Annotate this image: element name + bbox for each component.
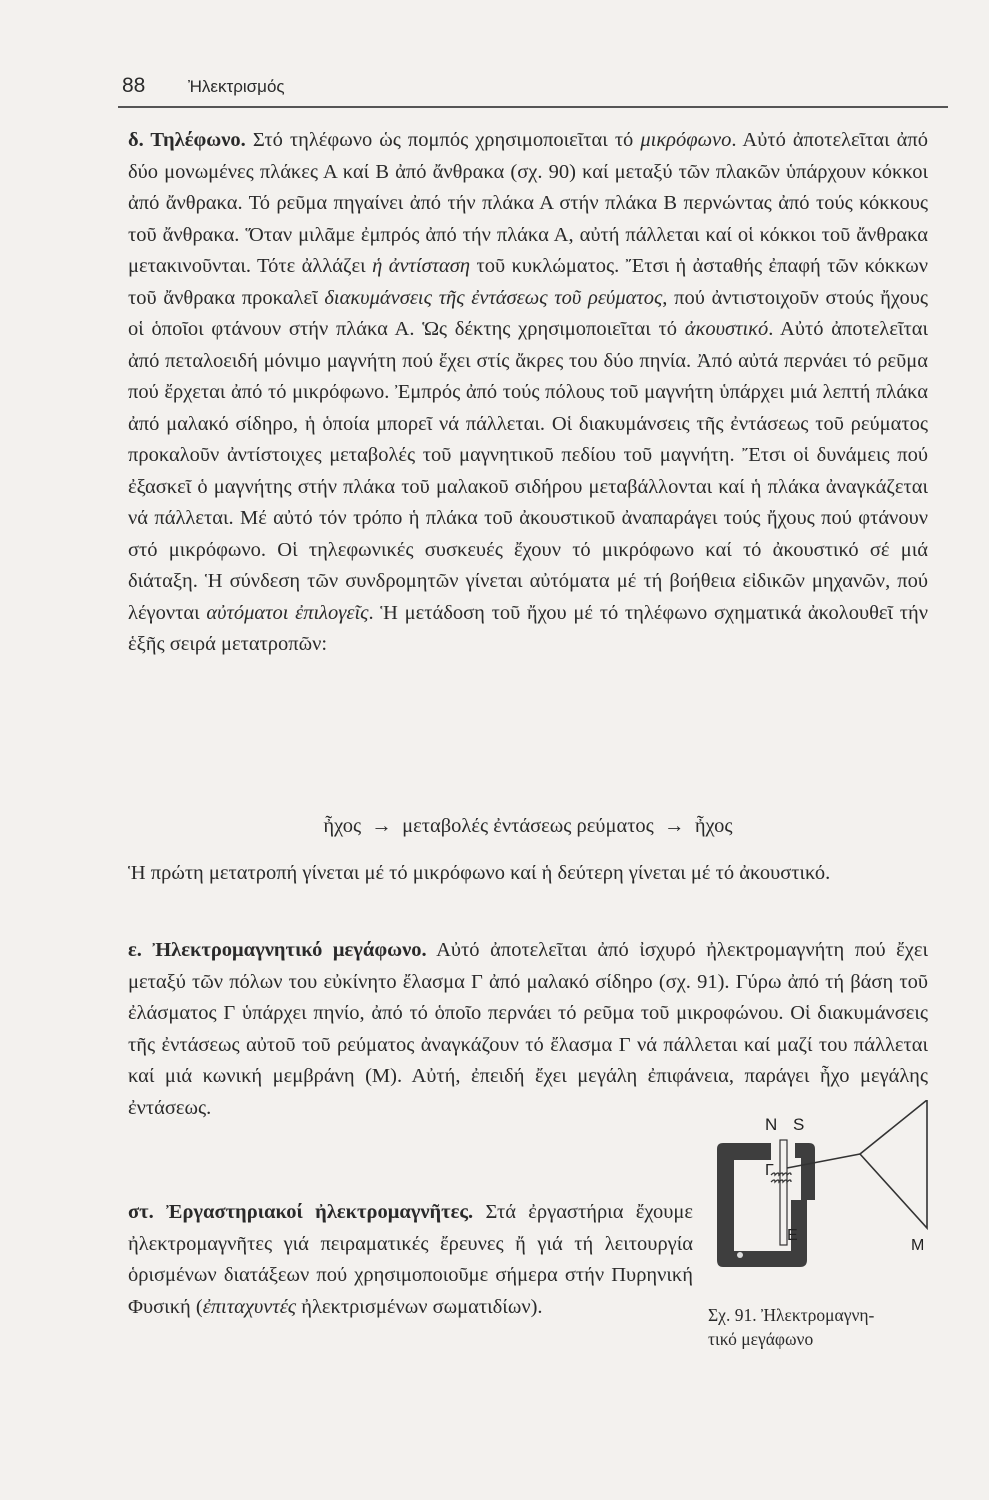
section-lab-magnets [128, 1197, 693, 1323]
arrow-icon: → [371, 815, 392, 837]
electromagnet-core [717, 1143, 807, 1267]
paragraph: δ. Τηλέφωνο. Στό τηλέφωνο ὡς πομπός χρησιμοποιεῖται τό μικρόφωνο. Αὐτό ἀποτελεῖται ἀπό δύο μονωμένες πλάκες Α καί Β ἀπό ἄνθρακα (σχ. 90) καί μεταξύ τῶν πλακῶν ὑπάρχουν κόκκοι ἀπό ἄνθρακα. Τό ρεῦμα πηγαίνει ἀπό τήν πλάκα Α στήν πλάκα Β περνώντας ἀπό τούς κόκκους τοῦ ἄνθρακα. Ὅταν μιλᾶμε ἐμπρός ἀπό τήν πλάκα Α, αὐτή πάλλεται καί οἱ κόκκοι τοῦ ἄνθρακα μετακινοῦνται. Τότε ἀλλάζει ἡ ἀντίσταση τοῦ κυκλώματος. Ἔτσι ἡ ἀσταθής ἐπαφή τῶν κόκκων τοῦ ἄνθρακα προκαλεῖ διακυμάνσεις τῆς ἐντάσεως τοῦ ρεύματος, πού ἀντιστοιχοῦν στούς ἤχους οἱ ὁποῖοι φτάνουν στήν πλάκα Α. Ὡς δέκτης χρησιμοποιεῖται τό ἀκουστικό. Αὐτό ἀποτελεῖται ἀπό πεταλοειδή μόνιμο μαγνήτη πού ἔχει στίς ἄκρες του δύο πηνία. Ἀπό αὐτά περνάει τό ρεῦμα πού ἔρχεται ἀπό τό μικρόφωνο. Ἐμπρός ἀπό τούς πόλους τοῦ μαγνήτη ὑπάρχει μιά λεπτή πλάκα ἀπό μαλακό σίδηρο, ἡ ὁποία μπορεῖ νά πάλλεται. Οἱ διακυμάνσεις τῆς ἐντάσεως τοῦ ρεύματος προκαλοῦν ἀντίστοιχες μεταβολές τοῦ μαγνητικοῦ πεδίου τοῦ μαγνήτη. Ἔτσι οἱ δυνάμεις πού ἐξασκεῖ ὁ μαγνήτης στήν πλάκα τοῦ μαλακοῦ σιδήρου μεταβάλλονται καί ἡ πλάκα ἀναγκάζεται νά πάλλεται. Μέ αὐτό τόν τρόπο ἡ πλάκα τοῦ ἀκουστικοῦ ἀναπαράγει τούς ἤχους πού φτάνουν στό μικρόφωνο. Οἱ τηλεφωνικές συσκευές ἔχουν τό μικρόφωνο καί τό ἀκουστικό σέ μιά διάταξη. Ἡ σύνδεση τῶν συνδρομητῶν γίνεται αὐτόματα μέ τή βοήθεια εἰδικῶν μηχανῶν, πού λέγονται αὐτόματοι ἐπιλογεῖς. Ἡ μετάδοση τοῦ ἤχου μέ τό τηλέφωνο σχηματικά ἀκολουθεῖ τήν ἑξῆς σειρά μετατροπῶν: [128, 129, 928, 655]
after-formula-paragraph: Ἡ πρώτη μετατροπή γίνεται μέ τό μικρόφωνο καί ἡ δεύτερη γίνεται μέ τό ἀκουστικό. [128, 862, 831, 884]
paragraph: στ. Ἐργαστηριακοί ἠλεκτρομαγνῆτες. Στά ἐργαστήρια ἔχουμε ἠλεκτρομαγνῆτες γιά πειραματικές ἔρευνες ἤ γιά τή λειτουργία ὁρισμένων διατάξεων πού χρησιμοποιοῦμε σήμερα στήν Πυρηνική Φυσική (ἐπιταχυντές ἠλεκτρισμένων σωματιδίων). [128, 1201, 693, 1318]
label-n: N [765, 1115, 778, 1134]
conversion-formula: ἦχος → μεταβολές ἐντάσεως ρεύματος → ἦχος [323, 815, 733, 837]
section-loudspeaker-a [128, 935, 928, 1124]
paragraph: ε. Ἠλεκτρομαγνητικό μεγάφωνο. Αὐτό ἀποτελεῖται ἀπό ἰσχυρό ἠλεκτρομαγνήτη πού ἔχει μεταξύ τῶν πόλων του εὐκίνητο ἔλασμα Γ ἀπό μαλακό σίδηρο (σχ. 91). Γύρω ἀπό τή βάση τοῦ ἐλάσματος Γ ὑπάρχει πηνίο, ἀπό τό ὁποῖο περνάει τό ρεῦμα τοῦ μικροφώνου. Οἱ διακυμάνσεις τῆς ἐντάσεως αὐτοῦ τοῦ ρεύματος ἀναγκάζουν τό ἔλασμα Γ νά πάλλεται καί μαζί του πάλλεται καί μιά κωνική μεμβράνη (Μ). Αὐτή, ἐπειδή ἔχει μεγάλη ἐπιφάνεια, παράγει ἦχο μεγάλης ἐντάσεως. [128, 939, 929, 1119]
section-heading: στ. Ἐργαστηριακοί ἠλεκτρομαγνῆτες. [128, 1201, 474, 1223]
label-e: E [787, 1227, 798, 1244]
running-title: Ἠλεκτρισμός [188, 77, 285, 96]
figure-caption: Σχ. 91. Ἠλεκτρομαγνη- τικό μεγάφωνο [708, 1305, 875, 1349]
page-header [118, 70, 948, 108]
bolt [737, 1252, 743, 1258]
label-m: M [911, 1237, 925, 1254]
page-number: 88 [122, 74, 146, 97]
cone-membrane [860, 1100, 927, 1228]
pole-piece [795, 1143, 815, 1200]
label-g: Γ [765, 1162, 774, 1179]
section-heading: δ. Τηλέφωνο. [128, 129, 246, 151]
arrow-icon: → [664, 815, 685, 837]
label-s: S [793, 1115, 805, 1134]
section-heading: ε. Ἠλεκτρομαγνητικό μεγάφωνο. [128, 939, 427, 961]
section-telephone [128, 125, 928, 661]
armature-plate [780, 1140, 787, 1245]
